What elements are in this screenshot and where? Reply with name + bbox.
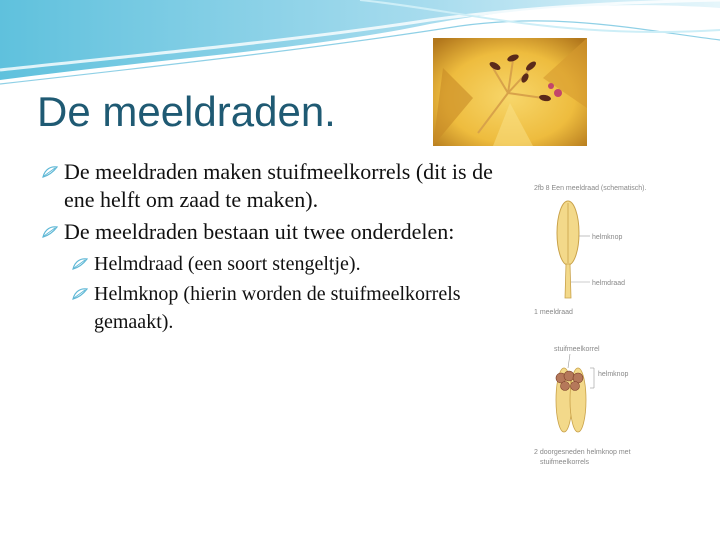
bullet-list [42,158,522,338]
bullet-text-1: De meeldraden maken stuifmeelkorrels (dit is de ene helft om zaad te maken). [64,159,493,212]
label-meeldraad: 1 meeldraad [534,309,573,316]
header-wave-decoration [0,0,720,90]
sub-bullet-item-1 [72,250,522,278]
bullet-leaf-icon [42,165,58,179]
sub-bullet-text-1: Helmdraad (een soort stengeltje). [94,253,361,275]
bullet-leaf-icon [72,287,88,301]
label-doorgesneden: 2 doorgesneden helmknop met [534,449,631,456]
bullet-text-2: De meeldraden bestaan uit twee onderdelen: [64,219,455,244]
label-helmknop-top: helmknop [592,234,623,241]
bullet-item-2 [42,218,522,246]
stamen-diagram [528,178,678,478]
sub-bullet-item-2 [72,280,522,336]
label-helmknop-bottom: helmknop [598,371,629,378]
label-helmdraad: helmdraad [592,280,626,287]
label-stuifmeelkorrels: stuifmeelkorrels [540,459,590,466]
bullet-item-1 [42,158,522,214]
bullet-leaf-icon [42,225,58,239]
diagram-caption: 2fb 8 Een meeldraad (schematisch). [534,185,647,192]
label-stuifmeelkorrel: stuifmeelkorrel [554,346,600,353]
flower-photo [433,38,587,146]
slide-title: De meeldraden. [37,88,336,135]
bullet-leaf-icon [72,257,88,271]
sub-bullet-text-2: Helmknop (hierin worden de stuifmeelkorrels gemaakt). [94,283,461,333]
